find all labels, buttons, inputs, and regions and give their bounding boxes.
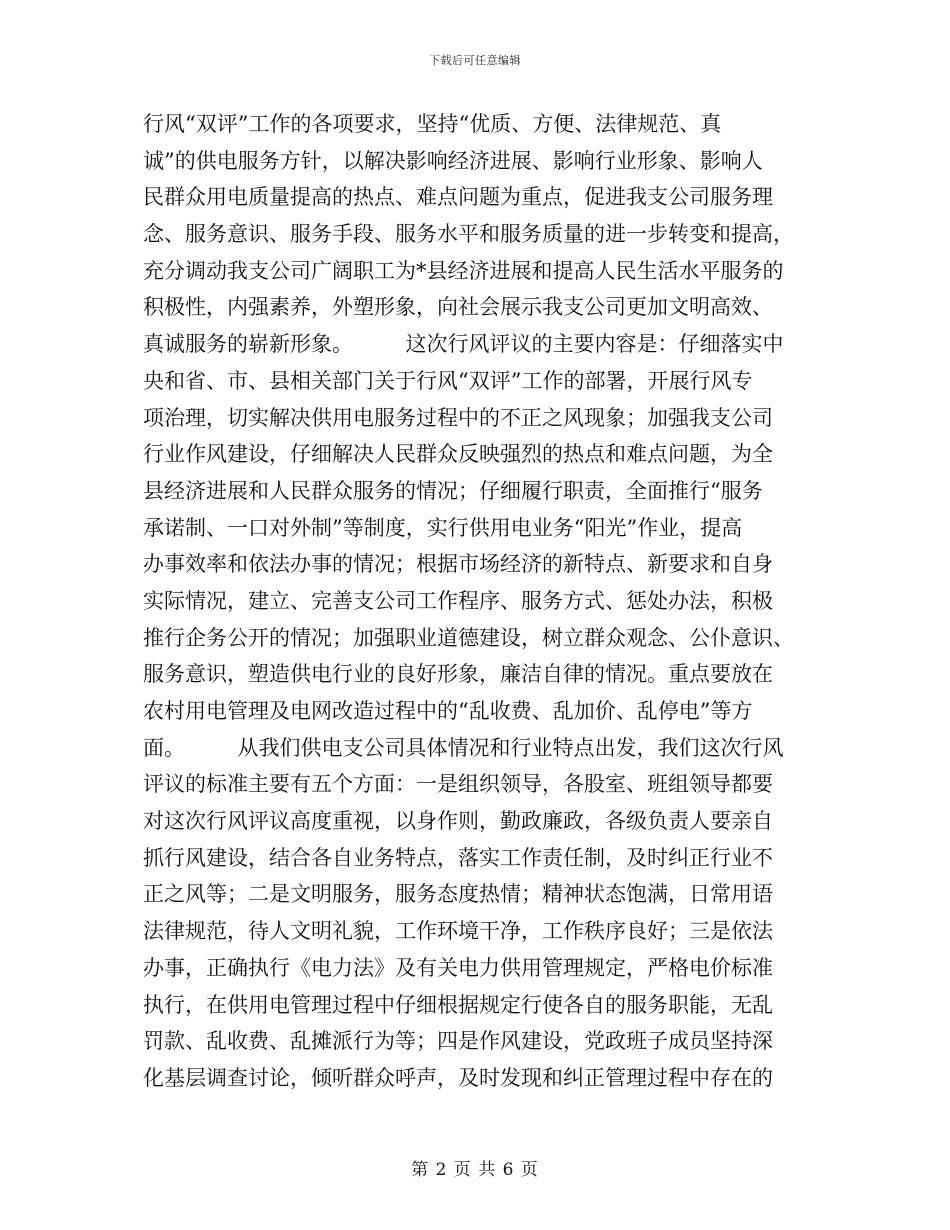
text-line: 充分调动我支公司广阔职工为*县经济进展和提高人民生活水平服务的 bbox=[143, 258, 784, 283]
page-header: 下载后可任意编辑 bbox=[429, 54, 521, 67]
text-line: 抓行风建设，结合各自业务特点，落实工作责任制，及时纠正行业不 bbox=[143, 845, 773, 870]
text-line: 承诺制、一口对外制”等制度，实行供用电业务“阳光”作业，提高 bbox=[143, 515, 743, 540]
text-line: 正之风等；二是文明服务，服务态度热情；精神状态饱满，日常用语 bbox=[143, 882, 773, 907]
text-line: 念、服务意识、服务手段、服务水平和服务质量的进一步转变和提高， bbox=[143, 222, 794, 247]
text-line: 行业作风建设，仔细解决人民群众反映强烈的热点和难点问题，为全 bbox=[143, 442, 773, 467]
page-footer: 第 2 页 共 6 页 bbox=[411, 1160, 539, 1180]
text-line: 评议的标准主要有五个方面：一是组织领导，各股室、班组领导都要 bbox=[143, 772, 773, 797]
text-line: 执行，在供用电管理过程中仔细根据规定行使各自的服务职能，无乱 bbox=[143, 992, 773, 1017]
body-text bbox=[143, 106, 811, 1097]
text-line: 面。 从我们供电支公司具体情况和行业特点出发，我们这次行风 bbox=[143, 735, 784, 760]
text-line: 罚款、乱收费、乱摊派行为等；四是作风建设，党政班子成员坚持深 bbox=[143, 1029, 773, 1054]
text-line: 积极性，内强素养，外塑形象，向社会展示我支公司更加文明高效、 bbox=[143, 295, 773, 320]
text-line: 农村用电管理及电网改造过程中的“乱收费、乱加价、乱停电”等方 bbox=[143, 699, 753, 723]
text-line: 办事效率和依法办事的情况；根据市场经济的新特点、新要求和自身 bbox=[143, 552, 773, 577]
text-line: 法律规范，待人文明礼貌，工作环境干净，工作秩序良好；三是依法 bbox=[143, 919, 773, 944]
text-line: 真诚服务的崭新形象。 这次行风评议的主要内容是：仔细落实中 bbox=[143, 332, 784, 357]
text-line: 对这次行风评议高度重视，以身作则，勤政廉政，各级负责人要亲自 bbox=[143, 809, 773, 834]
text-line: 县经济进展和人民群众服务的情况；仔细履行职责，全面推行“服务 bbox=[143, 478, 763, 503]
text-line: 化基层调查讨论，倾听群众呼声，及时发现和纠正管理过程中存在的 bbox=[143, 1065, 773, 1090]
text-line: 诚”的供电服务方针，以解决影响经济进展、影响行业形象、影响人 bbox=[143, 148, 763, 173]
text-line: 项治理，切实解决供用电服务过程中的不正之风现象；加强我支公司 bbox=[143, 405, 773, 430]
text-line: 服务意识，塑造供电行业的良好形象，廉洁自律的情况。重点要放在 bbox=[143, 662, 773, 687]
text-line: 推行企务公开的情况；加强职业道德建设，树立群众观念、公仆意识、 bbox=[143, 625, 794, 650]
text-line: 实际情况，建立、完善支公司工作程序、服务方式、惩处办法，积极 bbox=[143, 588, 773, 613]
text-line: 行风“双评”工作的各项要求，坚持“优质、方便、法律规范、真 bbox=[143, 112, 722, 136]
text-line: 办事，正确执行《电力法》及有关电力供用管理规定，严格电价标准 bbox=[143, 955, 773, 980]
text-line: 民群众用电质量提高的热点、难点问题为重点，促进我支公司服务理 bbox=[143, 185, 773, 210]
text-line: 央和省、市、县相关部门关于行风“双评”工作的部署，开展行风专 bbox=[143, 368, 753, 393]
